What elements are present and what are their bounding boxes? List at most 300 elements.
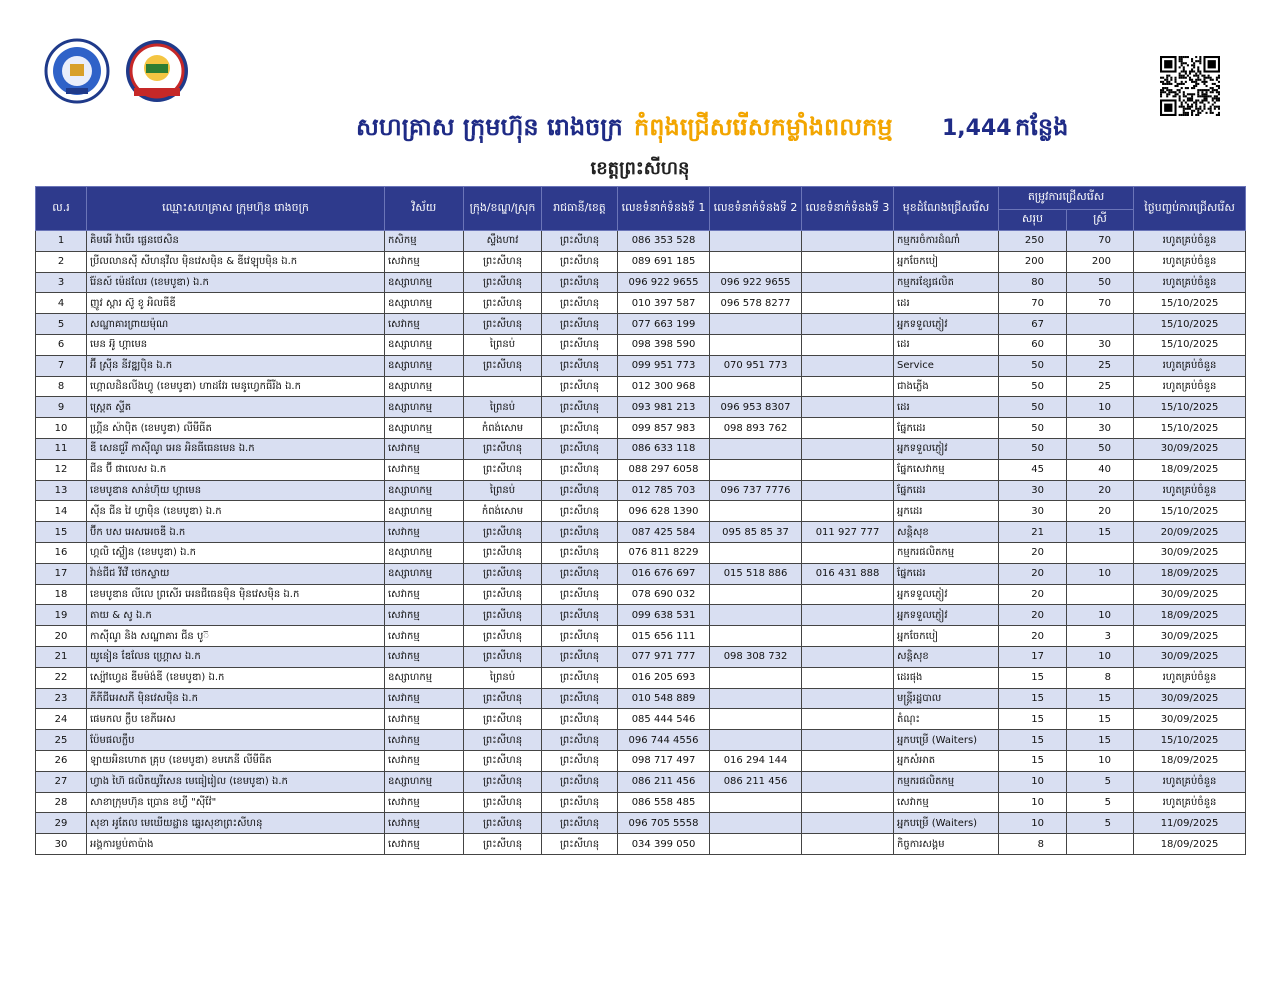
phone-3-cell — [802, 792, 894, 813]
row-number-cell: 25 — [36, 730, 87, 751]
qr-code-icon[interactable] — [1160, 56, 1220, 116]
total-needed-cell: 60 — [999, 334, 1067, 355]
total-needed-cell: 21 — [999, 522, 1067, 543]
female-needed-cell: 50 — [1067, 272, 1134, 293]
female-needed-cell: 70 — [1067, 231, 1134, 252]
phone-3-cell — [802, 231, 894, 252]
company-name-cell: ប៉ែមផលក្លឹប — [87, 730, 385, 751]
province-cell: ព្រះសីហនុ — [542, 355, 618, 376]
province-cell: ព្រះសីហនុ — [542, 813, 618, 834]
province-cell: ព្រះសីហនុ — [542, 272, 618, 293]
table-row — [36, 314, 1246, 335]
female-needed-cell: 15 — [1067, 709, 1134, 730]
phone-1-cell: 086 633 118 — [618, 438, 710, 459]
phone-2-cell — [710, 667, 802, 688]
position-cell: សន្តិសុខ — [894, 646, 999, 667]
position-cell: Service — [894, 355, 999, 376]
district-cell: ព្រះសីហនុ — [464, 813, 542, 834]
company-name-cell: ឡាយអិនហោត គ្រុប (ខេមបូឌា) ខមភេនី លីមីធីត — [87, 750, 385, 771]
total-needed-cell: 15 — [999, 688, 1067, 709]
district-cell: ព្រះសីហនុ — [464, 709, 542, 730]
position-cell: កម្មករផលិតកម្ម — [894, 771, 999, 792]
province-cell: ព្រះសីហនុ — [542, 480, 618, 501]
ministry-logo-icon — [44, 38, 110, 104]
district-cell: ស្ទឹងហាវ — [464, 231, 542, 252]
female-needed-cell: 50 — [1067, 438, 1134, 459]
phone-3-cell — [802, 626, 894, 647]
col-phone1: លេខទំនាក់ទំនងទី 1 — [618, 187, 710, 231]
province-cell: ព្រះសីហនុ — [542, 459, 618, 480]
row-number-cell: 28 — [36, 792, 87, 813]
company-name-cell: ហ្គលិ ស៊្លៀន (ខេមបូឌា) ឯ.ក — [87, 542, 385, 563]
phone-2-cell: 096 737 7776 — [710, 480, 802, 501]
deadline-cell: 30/09/2025 — [1134, 542, 1246, 563]
row-number-cell: 1 — [36, 231, 87, 252]
phone-1-cell: 086 558 485 — [618, 792, 710, 813]
total-needed-cell: 50 — [999, 438, 1067, 459]
total-needed-cell: 20 — [999, 542, 1067, 563]
province-cell: ព្រះសីហនុ — [542, 334, 618, 355]
table-row — [36, 293, 1246, 314]
table-row — [36, 418, 1246, 439]
position-cell: សន្តិសុខ — [894, 522, 999, 543]
phone-1-cell: 089 691 185 — [618, 251, 710, 272]
row-number-cell: 30 — [36, 834, 87, 855]
table-row — [36, 667, 1246, 688]
phone-1-cell: 076 811 8229 — [618, 542, 710, 563]
position-cell: អ្នកទទួលភ្ញៀវ — [894, 584, 999, 605]
phone-3-cell — [802, 251, 894, 272]
company-name-cell: ជីន ប៊ី ផាលេស ឯ.ក — [87, 459, 385, 480]
female-needed-cell: 10 — [1067, 646, 1134, 667]
phone-2-cell: 096 953 8307 — [710, 397, 802, 418]
deadline-cell: 30/09/2025 — [1134, 646, 1246, 667]
district-cell — [464, 376, 542, 397]
district-cell: កំពង់សោម — [464, 418, 542, 439]
female-needed-cell: 15 — [1067, 730, 1134, 751]
deadline-cell: 18/09/2025 — [1134, 459, 1246, 480]
phone-3-cell — [802, 418, 894, 439]
sector-cell: សេវាកម្ម — [385, 688, 464, 709]
row-number-cell: 27 — [36, 771, 87, 792]
phone-1-cell: 086 353 528 — [618, 231, 710, 252]
district-cell: ព្រះសីហនុ — [464, 542, 542, 563]
phone-1-cell: 099 951 773 — [618, 355, 710, 376]
female-needed-cell: 200 — [1067, 251, 1134, 272]
total-needed-cell: 20 — [999, 563, 1067, 584]
position-cell: កម្មករខ្សែផលិត — [894, 272, 999, 293]
row-number-cell: 21 — [36, 646, 87, 667]
row-number-cell: 22 — [36, 667, 87, 688]
female-needed-cell — [1067, 584, 1134, 605]
position-cell: អ្នកដេរ — [894, 501, 999, 522]
table-row — [36, 522, 1246, 543]
col-female: ស្រី — [1067, 210, 1134, 231]
phone-2-cell — [710, 376, 802, 397]
province-cell: ព្រះសីហនុ — [542, 605, 618, 626]
position-cell: កិច្ចការសង្គម — [894, 834, 999, 855]
district-cell: ព្រះសីហនុ — [464, 750, 542, 771]
company-name-cell: ហ្គ្រីន ស៉ាប៉ិត (ខេមបូឌា) លីមីធីត — [87, 418, 385, 439]
deadline-cell: រហូតគ្រប់ចំនួន — [1134, 792, 1246, 813]
province-cell: ព្រះសីហនុ — [542, 709, 618, 730]
total-needed-cell: 10 — [999, 792, 1067, 813]
title-row — [0, 112, 1280, 148]
table-row — [36, 438, 1246, 459]
female-needed-cell — [1067, 314, 1134, 335]
phone-1-cell: 098 398 590 — [618, 334, 710, 355]
deadline-cell: 30/09/2025 — [1134, 626, 1246, 647]
col-no: ល.រ — [36, 187, 87, 231]
company-name-cell: ឌី សេនជួរី កាស៊ីណូ អេន អិនធីធេនមេន ឯ.ក — [87, 438, 385, 459]
company-name-cell: ខេមបូឌាន សាន់ហ៊ុយ ហ្គាមេន — [87, 480, 385, 501]
phone-2-cell — [710, 438, 802, 459]
company-name-cell: មេន អ៊ូ ហ្គាមេន — [87, 334, 385, 355]
phone-2-cell — [710, 834, 802, 855]
phone-1-cell: 077 971 777 — [618, 646, 710, 667]
sector-cell: ឧស្សាហកម្ម — [385, 563, 464, 584]
deadline-cell: 30/09/2025 — [1134, 688, 1246, 709]
position-cell: ផ្នែកដេរ — [894, 480, 999, 501]
total-needed-cell: 50 — [999, 418, 1067, 439]
company-name-cell: ញូវ ស្តារ ស៊ូ ខូ អិលធីឌី — [87, 293, 385, 314]
phone-3-cell — [802, 459, 894, 480]
company-name-cell: ស្ប៉ៅហ្វេដ ឌីមម៉ង់ឌី (ខេមបូឌា) ឯ.ក — [87, 667, 385, 688]
total-needed-cell: 15 — [999, 730, 1067, 751]
sector-cell: សេវាកម្ម — [385, 750, 464, 771]
sector-cell: ឧស្សាហកម្ម — [385, 501, 464, 522]
female-needed-cell: 20 — [1067, 501, 1134, 522]
position-cell: អ្នកបម្រើ (Waiters) — [894, 813, 999, 834]
col-phone3: លេខទំនាក់ទំនងទី 3 — [802, 187, 894, 231]
table-row — [36, 626, 1246, 647]
phone-2-cell — [710, 730, 802, 751]
phone-2-cell: 015 518 886 — [710, 563, 802, 584]
col-need: តម្រូវការជ្រើសរើស — [999, 187, 1134, 210]
phone-3-cell — [802, 584, 894, 605]
table-row — [36, 272, 1246, 293]
total-needed-cell: 20 — [999, 584, 1067, 605]
sector-cell: កសិកម្ម — [385, 231, 464, 252]
female-needed-cell: 70 — [1067, 293, 1134, 314]
district-cell: ព្រះសីហនុ — [464, 626, 542, 647]
deadline-cell: 18/09/2025 — [1134, 563, 1246, 584]
phone-1-cell: 086 211 456 — [618, 771, 710, 792]
phone-3-cell — [802, 688, 894, 709]
phone-2-cell: 086 211 456 — [710, 771, 802, 792]
district-cell: ព្រះសីហនុ — [464, 584, 542, 605]
phone-2-cell: 096 922 9655 — [710, 272, 802, 293]
female-needed-cell: 30 — [1067, 418, 1134, 439]
phone-2-cell — [710, 792, 802, 813]
female-needed-cell: 10 — [1067, 563, 1134, 584]
sector-cell: ឧស្សាហកម្ម — [385, 418, 464, 439]
phone-3-cell — [802, 334, 894, 355]
phone-3-cell — [802, 542, 894, 563]
deadline-cell: 30/09/2025 — [1134, 709, 1246, 730]
company-name-cell: ប្រីលលានស៊ី សីហនុវីល ម៉ិនវេសម៉ិន & ឌីវេឡុបម៉ិន ឯ.ក — [87, 251, 385, 272]
phone-3-cell: 016 431 888 — [802, 563, 894, 584]
female-needed-cell: 40 — [1067, 459, 1134, 480]
total-needed-cell: 50 — [999, 355, 1067, 376]
company-name-cell: សុខា អូតែល មេឃេីយដ្ឋាន ឆ្នេរសុខាព្រះសីហនុ — [87, 813, 385, 834]
table-row — [36, 813, 1246, 834]
phone-1-cell: 085 444 546 — [618, 709, 710, 730]
total-needed-cell: 200 — [999, 251, 1067, 272]
position-cell: អ្នកទទួលភ្ញៀវ — [894, 605, 999, 626]
phone-2-cell — [710, 584, 802, 605]
position-cell: អ្នកទទួលភ្ញៀវ — [894, 438, 999, 459]
position-cell: ដេរ — [894, 293, 999, 314]
district-cell: ព្រះសីហនុ — [464, 355, 542, 376]
phone-2-cell — [710, 542, 802, 563]
deadline-cell: 15/10/2025 — [1134, 293, 1246, 314]
phone-3-cell — [802, 314, 894, 335]
total-needed-cell: 67 — [999, 314, 1067, 335]
total-needed-cell: 20 — [999, 626, 1067, 647]
company-name-cell: ខេមបូឌាន លីលេ ព្រសើរ អេនជីធេនម៉ិន ម៉ិនវេសម៉ិន ឯ.ក — [87, 584, 385, 605]
position-cell: អ្នកចែកបៀ — [894, 626, 999, 647]
district-cell: ព្រះសីហនុ — [464, 438, 542, 459]
phone-1-cell: 012 785 703 — [618, 480, 710, 501]
row-number-cell: 14 — [36, 501, 87, 522]
female-needed-cell — [1067, 542, 1134, 563]
position-cell: ដេរ — [894, 397, 999, 418]
phone-2-cell: 070 951 773 — [710, 355, 802, 376]
province-cell: ព្រះសីហនុ — [542, 834, 618, 855]
table-row — [36, 605, 1246, 626]
company-name-cell: ហ្គោលដិនលីងហ្វូ (ខេមបូឌា) ហាដវែរ មេនូហ្វេកធីរីង ឯ.ក — [87, 376, 385, 397]
female-needed-cell: 25 — [1067, 376, 1134, 397]
district-cell: ព្រះសីហនុ — [464, 771, 542, 792]
phone-3-cell — [802, 355, 894, 376]
phone-2-cell: 095 85 85 37 — [710, 522, 802, 543]
row-number-cell: 2 — [36, 251, 87, 272]
sector-cell: សេវាកម្ម — [385, 792, 464, 813]
phone-1-cell: 087 425 584 — [618, 522, 710, 543]
company-name-cell: គិមអេី វ៉ាបេីរ ផ្លេនថេសិន — [87, 231, 385, 252]
district-cell: ព្រះសីហនុ — [464, 251, 542, 272]
deadline-cell: រហូតគ្រប់ចំនួន — [1134, 272, 1246, 293]
phone-2-cell — [710, 813, 802, 834]
phone-1-cell: 010 397 587 — [618, 293, 710, 314]
row-number-cell: 20 — [36, 626, 87, 647]
table-row — [36, 792, 1246, 813]
deadline-cell: 30/09/2025 — [1134, 584, 1246, 605]
company-name-cell: ស្ត្រេត ស្ទីត — [87, 397, 385, 418]
sector-cell: សេវាកម្ម — [385, 459, 464, 480]
row-number-cell: 26 — [36, 750, 87, 771]
female-needed-cell: 5 — [1067, 813, 1134, 834]
table-row — [36, 542, 1246, 563]
deadline-cell: 15/10/2025 — [1134, 730, 1246, 751]
deadline-cell: 15/10/2025 — [1134, 397, 1246, 418]
phone-3-cell — [802, 750, 894, 771]
district-cell: ព្រៃនប់ — [464, 397, 542, 418]
col-total: សរុប — [999, 210, 1067, 231]
district-cell: ព្រះសីហនុ — [464, 522, 542, 543]
phone-1-cell: 096 628 1390 — [618, 501, 710, 522]
table-row — [36, 584, 1246, 605]
deadline-cell: រហូតគ្រប់ចំនួន — [1134, 355, 1246, 376]
col-name: ឈ្មោះសហគ្រាស ក្រុមហ៊ុន រោងចក្រ — [87, 187, 385, 231]
position-cell: ផ្នែកសេវាកម្ម — [894, 459, 999, 480]
phone-3-cell — [802, 480, 894, 501]
row-number-cell: 24 — [36, 709, 87, 730]
phone-1-cell: 093 981 213 — [618, 397, 710, 418]
female-needed-cell: 30 — [1067, 334, 1134, 355]
phone-3-cell — [802, 376, 894, 397]
total-needed-cell: 80 — [999, 272, 1067, 293]
district-cell: ព្រះសីហនុ — [464, 314, 542, 335]
female-needed-cell: 15 — [1067, 522, 1134, 543]
phone-2-cell — [710, 605, 802, 626]
district-cell: ព្រះសីហនុ — [464, 646, 542, 667]
sector-cell: ឧស្សាហកម្ម — [385, 771, 464, 792]
title-accent: កំពុងជ្រើសរើសកម្លាំងពលកម្ម — [634, 113, 893, 141]
phone-1-cell: 010 548 889 — [618, 688, 710, 709]
phone-2-cell: 016 294 144 — [710, 750, 802, 771]
phone-1-cell: 096 705 5558 — [618, 813, 710, 834]
unit-label: កន្លែង — [1015, 113, 1069, 141]
province-cell: ព្រះសីហនុ — [542, 792, 618, 813]
title-main: សហគ្រាស ក្រុមហ៊ុន រោងចក្រ — [356, 113, 623, 141]
deadline-cell: 15/10/2025 — [1134, 418, 1246, 439]
province-cell: ព្រះសីហនុ — [542, 376, 618, 397]
phone-3-cell — [802, 501, 894, 522]
row-number-cell: 6 — [36, 334, 87, 355]
company-name-cell: អ៊ី ស្រ៊ីន នីវឌ្ឍប៉ិន ឯ.ក — [87, 355, 385, 376]
district-cell: ព្រះសីហនុ — [464, 792, 542, 813]
district-cell: ព្រះសីហនុ — [464, 834, 542, 855]
total-needed-cell: 15 — [999, 667, 1067, 688]
province-cell: ព្រះសីហនុ — [542, 231, 618, 252]
sector-cell: ឧស្សាហកម្ម — [385, 376, 464, 397]
district-cell: ព្រៃនប់ — [464, 334, 542, 355]
table-row — [36, 480, 1246, 501]
district-cell: ព្រះសីហនុ — [464, 730, 542, 751]
table-row — [36, 646, 1246, 667]
company-name-cell: អង្គការម្លប់តាប៉ាង — [87, 834, 385, 855]
province-cell: ព្រះសីហនុ — [542, 584, 618, 605]
table-row — [36, 334, 1246, 355]
total-needed-cell: 8 — [999, 834, 1067, 855]
position-cell: កម្មករផលិតកម្ម — [894, 542, 999, 563]
sector-cell: សេវាកម្ម — [385, 626, 464, 647]
phone-1-cell: 077 663 199 — [618, 314, 710, 335]
col-province: រាជធានី/ខេត្ត — [542, 187, 618, 231]
position-cell: សេវាកម្ម — [894, 792, 999, 813]
company-name-cell: យូនៀន ឌែលែន ហ្គ្រោស ឯ.ក — [87, 646, 385, 667]
phone-3-cell — [802, 813, 894, 834]
female-needed-cell: 10 — [1067, 750, 1134, 771]
total-needed-cell: 45 — [999, 459, 1067, 480]
col-position: មុខដំណែងជ្រើសរើស — [894, 187, 999, 231]
col-phone2: លេខទំនាក់ទំនងទី 2 — [710, 187, 802, 231]
district-cell: ព្រះសីហនុ — [464, 272, 542, 293]
female-needed-cell: 5 — [1067, 771, 1134, 792]
total-needed-cell: 10 — [999, 813, 1067, 834]
row-number-cell: 7 — [36, 355, 87, 376]
phone-1-cell: 034 399 050 — [618, 834, 710, 855]
phone-1-cell: 098 717 497 — [618, 750, 710, 771]
province-cell: ព្រះសីហនុ — [542, 501, 618, 522]
district-cell: កំពង់សោម — [464, 501, 542, 522]
total-needed-cell: 30 — [999, 480, 1067, 501]
position-cell: អ្នកសំអាត — [894, 750, 999, 771]
total-needed-cell: 50 — [999, 397, 1067, 418]
company-name-cell: សាខាក្រុមហ៊ុន ប្រោន ខហ្វី "ស៊ីវ៉ែ" — [87, 792, 385, 813]
province-cell: ព្រះសីហនុ — [542, 771, 618, 792]
company-name-cell: សណ្ឋាគារព្រាយម៉ុណ — [87, 314, 385, 335]
province-cell: ព្រះសីហនុ — [542, 646, 618, 667]
row-number-cell: 4 — [36, 293, 87, 314]
phone-3-cell — [802, 397, 894, 418]
sector-cell: សេវាកម្ម — [385, 605, 464, 626]
phone-1-cell: 015 656 111 — [618, 626, 710, 647]
phone-3-cell — [802, 771, 894, 792]
position-cell: អ្នកបម្រើ (Waiters) — [894, 730, 999, 751]
phone-3-cell: 011 927 777 — [802, 522, 894, 543]
deadline-cell: 15/10/2025 — [1134, 501, 1246, 522]
sector-cell: ឧស្សាហកម្ម — [385, 293, 464, 314]
phone-3-cell — [802, 605, 894, 626]
phone-1-cell: 012 300 968 — [618, 376, 710, 397]
sector-cell: សេវាកម្ម — [385, 834, 464, 855]
province-cell: ព្រះសីហនុ — [542, 750, 618, 771]
deadline-cell: រហូតគ្រប់ចំនួន — [1134, 771, 1246, 792]
district-cell: ព្រះសីហនុ — [464, 605, 542, 626]
province-cell: ព្រះសីហនុ — [542, 563, 618, 584]
province-cell: ព្រះសីហនុ — [542, 314, 618, 335]
deadline-cell: រហូតគ្រប់ចំនួន — [1134, 376, 1246, 397]
table-row — [36, 730, 1246, 751]
phone-2-cell — [710, 251, 802, 272]
row-number-cell: 18 — [36, 584, 87, 605]
table-row — [36, 750, 1246, 771]
deadline-cell: 18/09/2025 — [1134, 605, 1246, 626]
sector-cell: សេវាកម្ម — [385, 438, 464, 459]
phone-1-cell: 099 638 531 — [618, 605, 710, 626]
table-row — [36, 397, 1246, 418]
province-cell: ព្រះសីហនុ — [542, 438, 618, 459]
female-needed-cell: 15 — [1067, 688, 1134, 709]
company-name-cell: ភីភីជីអេសភី ម៉ិនវេសម៉ិន ឯ.ក — [87, 688, 385, 709]
sector-cell: សេវាកម្ម — [385, 584, 464, 605]
sector-cell: សេវាកម្ម — [385, 730, 464, 751]
total-positions: 1,444 — [942, 116, 1012, 141]
position-cell: ផ្នែកដេរ — [894, 418, 999, 439]
row-number-cell: 10 — [36, 418, 87, 439]
province-cell: ព្រះសីហនុ — [542, 730, 618, 751]
phone-1-cell: 099 857 983 — [618, 418, 710, 439]
company-name-cell: តាយ & សូ ឯ.ក — [87, 605, 385, 626]
phone-1-cell: 016 676 697 — [618, 563, 710, 584]
row-number-cell: 17 — [36, 563, 87, 584]
row-number-cell: 19 — [36, 605, 87, 626]
deadline-cell: រហូតគ្រប់ចំនួន — [1134, 480, 1246, 501]
row-number-cell: 12 — [36, 459, 87, 480]
deadline-cell: រហូតគ្រប់ចំនួន — [1134, 667, 1246, 688]
female-needed-cell — [1067, 834, 1134, 855]
total-needed-cell: 15 — [999, 750, 1067, 771]
phone-2-cell: 098 308 732 — [710, 646, 802, 667]
table-row — [36, 771, 1246, 792]
phone-2-cell — [710, 688, 802, 709]
phone-2-cell — [710, 501, 802, 522]
sector-cell: ឧស្សាហកម្ម — [385, 272, 464, 293]
phone-3-cell — [802, 667, 894, 688]
